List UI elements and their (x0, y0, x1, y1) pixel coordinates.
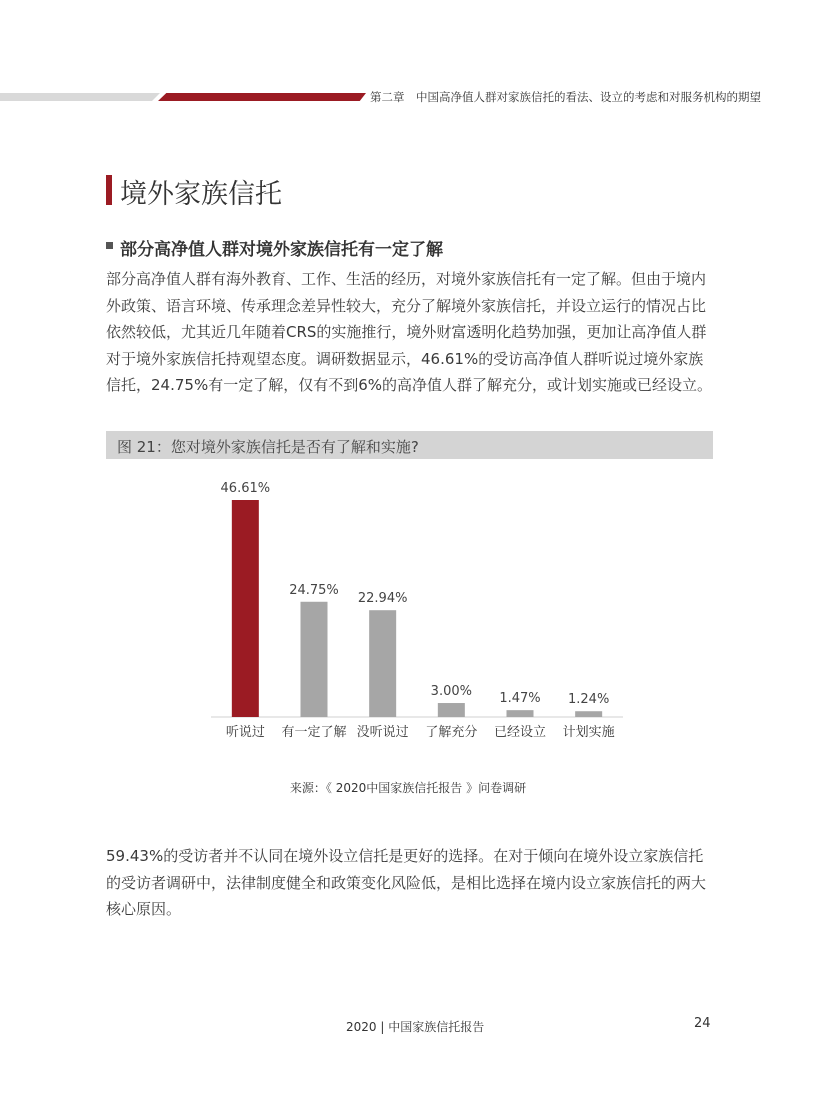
category-label-3: 了解充分 (425, 725, 478, 740)
bar-value-label-4: 1.47% (499, 691, 541, 707)
page-number: 24 (694, 1016, 711, 1031)
subheading: 部分高净值人群对境外家族信托有一定了解 (120, 240, 443, 260)
bar-value-label-0: 46.61% (220, 481, 271, 496)
bar-1 (301, 602, 328, 717)
figure-title: 图 21：您对境外家族信托是否有了解和实施? (117, 438, 419, 456)
category-label-0: 听说过 (225, 725, 265, 740)
section-title: 境外家族信托 (120, 179, 282, 210)
bar-value-label-2: 22.94% (357, 591, 408, 607)
body-paragraph-2: 59.43%的受访者并不认同在境外设立信托是更好的选择。在对于倾向在境外设立家族信托的受访者调研中，法律制度健全和政策变化风险低，是相比选择在境内设立家族信托的两大核心原因。 (106, 847, 707, 918)
bar-5 (575, 711, 602, 717)
chapter-header: 第二章 中国高净值人群对家族信托的看法、设立的考虑和对服务机构的期望 (370, 90, 761, 104)
category-label-4: 已经设立 (493, 725, 547, 740)
category-label-1: 有一定了解 (281, 725, 347, 740)
category-label-2: 没听说过 (356, 725, 409, 740)
bar-value-label-5: 1.24% (568, 692, 610, 708)
bar-3 (438, 703, 465, 717)
body-paragraph-1: 部分高净值人群有海外教育、工作、生活的经历，对境外家族信托有一定了解。但由于境内外政策、语言环境、传承理念差异性较大，充分了解境外家族信托，并设立运行的情况占比依然较低，尤其近几年随着CRS的实施推行，境外财富透明化趋势加强，更加让高净值人群对于境外家族信托持观望态度。调研数据显示，46.61%的受访高净值人群听说过境外家族信托，24.75%有一定了解，仅有不到6%的高净值人群了解充分，或计划实施或已经设立。 (106, 270, 712, 394)
category-label-5: 计划实施 (562, 725, 615, 740)
bar-0 (232, 500, 259, 717)
bar-value-label-1: 24.75% (289, 582, 339, 598)
footer-report-name: 2020 | 中国家族信托报告 (346, 1020, 485, 1034)
chart-source: 来源：《 2020中国家族信托报告 》问卷调研 (289, 781, 527, 795)
bar-value-label-3: 3.00% (430, 684, 472, 700)
bar-4 (507, 710, 534, 717)
bar-2 (369, 610, 396, 717)
